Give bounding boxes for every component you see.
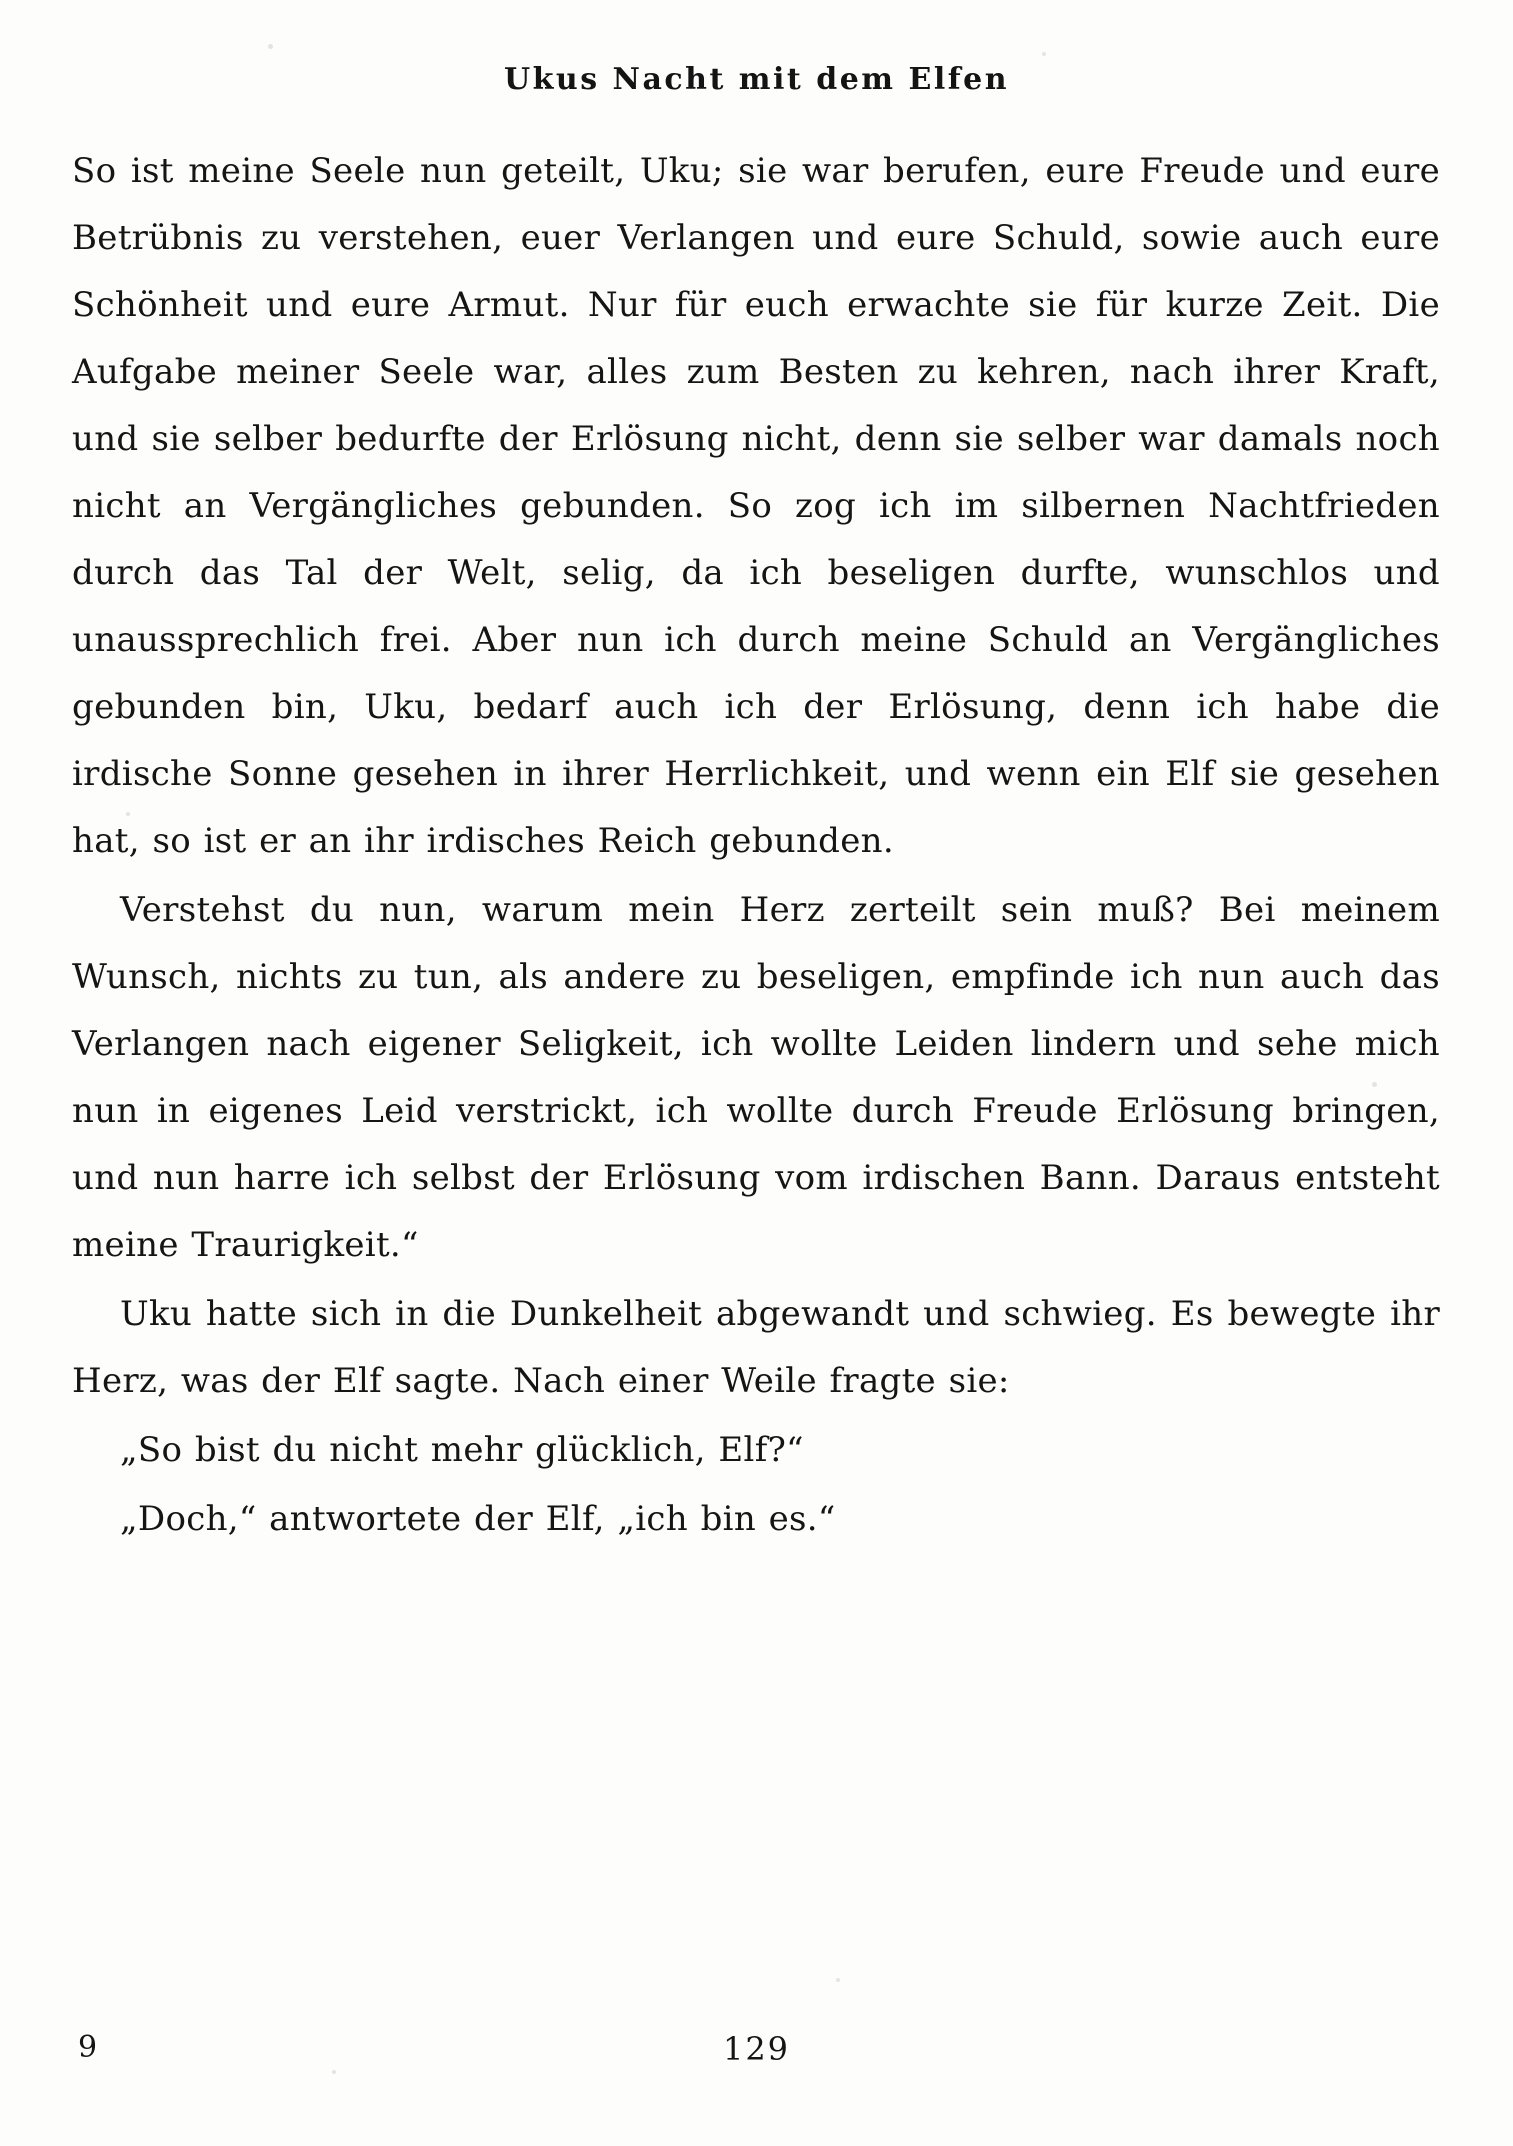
page-footer bbox=[0, 2030, 1513, 2074]
paper-speck bbox=[332, 2070, 336, 2074]
running-head: Ukus Nacht mit dem Elfen bbox=[503, 62, 1010, 97]
paper-speck bbox=[126, 812, 130, 816]
paragraph: So ist meine Seele nun geteilt, Uku; sie war berufen, eure Freude und eure Betrübnis zu verstehen, euer Verlangen und eure Schuld, sowie auch eure Schönheit und eure Armut. Nur für euch erwachte sie für kurze Zeit. Die Aufgabe meiner Seele war, alles zum Besten zu kehren, nach ihrer Kraft, und sie selber bedurfte der Erlösung nicht, denn sie selber war damals noch nicht an Vergängliches gebunden. So zog ich im silbernen Nachtfrieden durch das Tal der Welt, selig, da ich beseligen durfte, wunschlos und unaussprechlich frei. Aber nun ich durch meine Schuld an Vergängliches gebunden bin, Uku, bedarf auch ich der Erlösung, denn ich habe die irdische Sonne gesehen in ihrer Herrlichkeit, und wenn ein Elf sie gesehen hat, so ist er an ihr irdisches Reich gebunden. bbox=[72, 151, 1440, 861]
paper-speck bbox=[268, 44, 273, 49]
paragraph: Verstehst du nun, warum mein Herz zerteilt sein muß? Bei meinem Wunsch, nichts zu tun, als andere zu beseligen, empfinde ich nun auch das Verlangen nach eigener Seligkeit, ich wollte Leiden lindern und sehe mich nun in eigenes Leid verstrickt, ich wollte durch Freude Erlösung bringen, und nun harre ich selbst der Erlösung vom irdischen Bann. Daraus entsteht meine Traurigkeit.“ bbox=[72, 890, 1440, 1265]
paragraph: Uku hatte sich in die Dunkelheit abgewandt und schwieg. Es bewegte ihr Herz, was der Elf sagte. Nach einer Weile fragte sie: bbox=[72, 1294, 1440, 1401]
page-number: 129 bbox=[722, 2030, 791, 2068]
signature-mark: 9 bbox=[78, 2030, 98, 2065]
paragraph: „So bist du nicht mehr glücklich, Elf?“ bbox=[120, 1430, 804, 1470]
paper-speck bbox=[836, 1978, 840, 1982]
paper-speck bbox=[1042, 52, 1046, 56]
page-body bbox=[72, 138, 1440, 1555]
paper-speck bbox=[1372, 1082, 1377, 1087]
paragraph: „Doch,“ antwortete der Elf, „ich bin es.“ bbox=[120, 1499, 836, 1539]
